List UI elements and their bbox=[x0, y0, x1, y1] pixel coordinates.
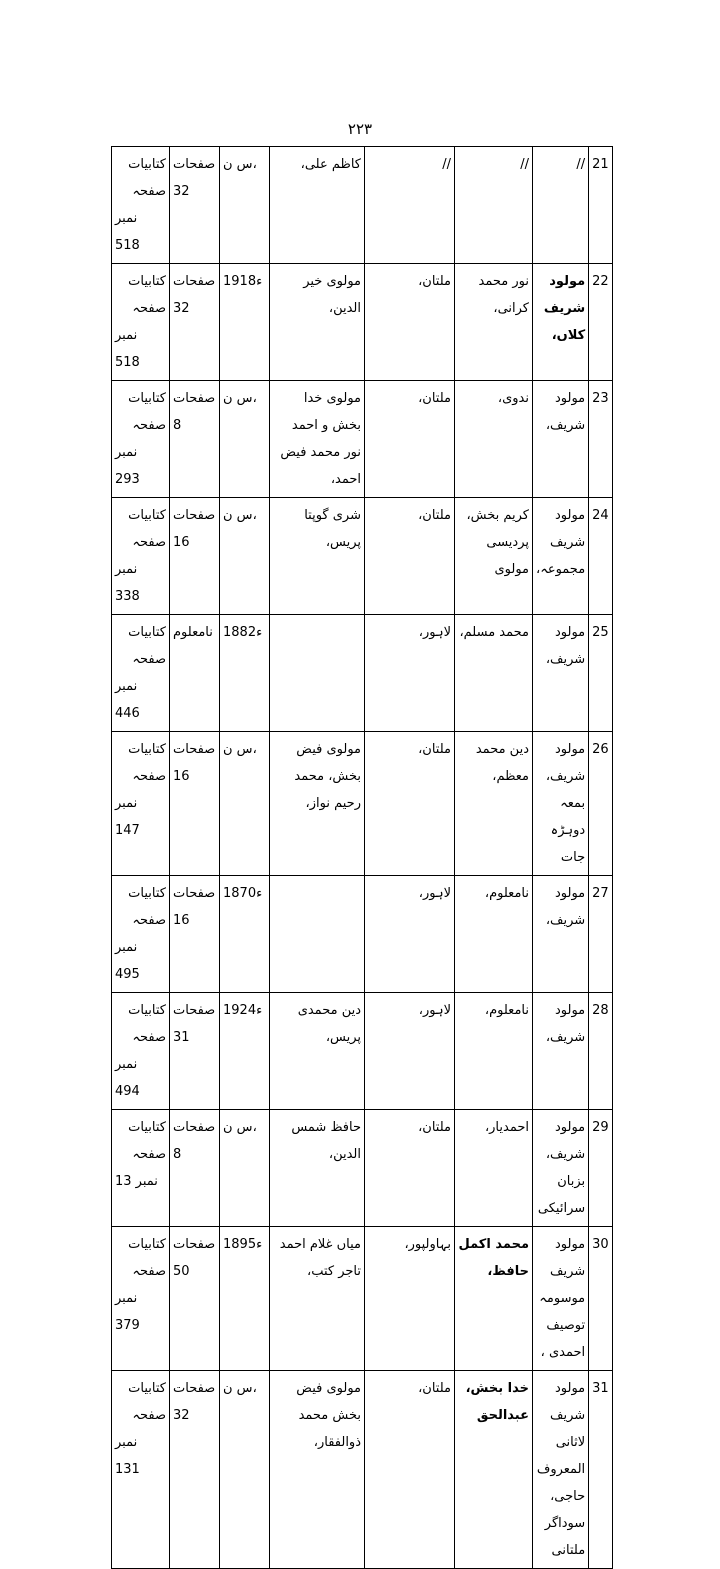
year-cell: 1918ء bbox=[220, 264, 270, 381]
pages-cell: صفحات 8 bbox=[170, 381, 220, 498]
reference-number: نمبر 379 bbox=[115, 1291, 140, 1333]
table-row bbox=[112, 381, 613, 498]
title-cell: مولود شریف لاثانی المعروف حاجی، سوداگر ملتانی bbox=[533, 1371, 589, 1569]
year-cell: س ن، bbox=[220, 498, 270, 615]
row-number-cell: 29 bbox=[589, 1110, 613, 1227]
pages-cell: صفحات 16 bbox=[170, 876, 220, 993]
pages-cell: صفحات 31 bbox=[170, 993, 220, 1110]
reference-cell bbox=[112, 264, 170, 381]
reference-number: نمبر 147 bbox=[115, 796, 140, 838]
reference-cell bbox=[112, 1227, 170, 1371]
table-row bbox=[112, 1110, 613, 1227]
printer-cell: حافظ شمس الدین، bbox=[270, 1110, 365, 1227]
reference-label: کتابیات صفحہ bbox=[128, 508, 166, 550]
row-number-cell: 23 bbox=[589, 381, 613, 498]
author-cell: // bbox=[455, 147, 533, 264]
year-cell: 1895ء bbox=[220, 1227, 270, 1371]
year-cell: س ن، bbox=[220, 1110, 270, 1227]
place-cell: ملتان، bbox=[365, 732, 455, 876]
place-cell: ملتان، bbox=[365, 1371, 455, 1569]
row-number-cell: 31 bbox=[589, 1371, 613, 1569]
place-cell: لاہور، bbox=[365, 993, 455, 1110]
place-cell: // bbox=[365, 147, 455, 264]
reference-cell bbox=[112, 381, 170, 498]
row-number-cell: 26 bbox=[589, 732, 613, 876]
year-cell: س ن، bbox=[220, 381, 270, 498]
reference-cell bbox=[112, 993, 170, 1110]
reference-number: نمبر 518 bbox=[115, 211, 140, 253]
reference-number: نمبر 293 bbox=[115, 445, 140, 487]
author-cell: خدا بخش، عبدالحق bbox=[455, 1371, 533, 1569]
year-cell: 1924ء bbox=[220, 993, 270, 1110]
reference-label: کتابیات صفحہ bbox=[128, 1381, 166, 1423]
reference-number: نمبر 518 bbox=[115, 328, 140, 370]
place-cell: ملتان، bbox=[365, 264, 455, 381]
pages-cell: صفحات 8 bbox=[170, 1110, 220, 1227]
table-row bbox=[112, 993, 613, 1110]
title-cell: مولود شریف، بزبان سرائیکی bbox=[533, 1110, 589, 1227]
table-row bbox=[112, 1227, 613, 1371]
row-number-cell: 24 bbox=[589, 498, 613, 615]
title-cell: مولود شریف، bbox=[533, 876, 589, 993]
pages-cell: صفحات 16 bbox=[170, 732, 220, 876]
title-cell: مولود شریف، بمعہ دوہڑہ جات bbox=[533, 732, 589, 876]
row-number-cell: 21 bbox=[589, 147, 613, 264]
place-cell: ملتان، bbox=[365, 381, 455, 498]
place-cell: لاہور، bbox=[365, 876, 455, 993]
row-number-cell: 25 bbox=[589, 615, 613, 732]
title-cell: مولود شریف مجموعہ، bbox=[533, 498, 589, 615]
printer-cell: کاظم علی، bbox=[270, 147, 365, 264]
row-number-cell: 27 bbox=[589, 876, 613, 993]
title-cell: مولود شریف، bbox=[533, 615, 589, 732]
year-cell: 1882ء bbox=[220, 615, 270, 732]
reference-number: نمبر 131 bbox=[115, 1435, 140, 1477]
title-cell: مولود شریف، bbox=[533, 381, 589, 498]
pages-cell: نامعلوم bbox=[170, 615, 220, 732]
row-number-cell: 22 bbox=[589, 264, 613, 381]
author-cell: کریم بخش، پردیسی مولوی bbox=[455, 498, 533, 615]
year-cell: 1870ء bbox=[220, 876, 270, 993]
reference-number: نمبر 494 bbox=[115, 1057, 140, 1099]
pages-cell: صفحات 50 bbox=[170, 1227, 220, 1371]
table-row bbox=[112, 264, 613, 381]
author-cell: نامعلوم، bbox=[455, 876, 533, 993]
printer-cell bbox=[270, 876, 365, 993]
pages-cell: صفحات 32 bbox=[170, 147, 220, 264]
place-cell: ملتان، bbox=[365, 1110, 455, 1227]
reference-cell bbox=[112, 1371, 170, 1569]
author-cell: دین محمد معظم، bbox=[455, 732, 533, 876]
reference-label: کتابیات صفحہ bbox=[128, 1237, 166, 1279]
printer-cell: میاں غلام احمد تاجر کتب، bbox=[270, 1227, 365, 1371]
reference-label: کتابیات صفحہ bbox=[128, 157, 166, 199]
table-row bbox=[112, 615, 613, 732]
reference-cell bbox=[112, 1110, 170, 1227]
row-number-cell: 30 bbox=[589, 1227, 613, 1371]
catalog-table bbox=[111, 146, 613, 1569]
title-cell: مولود شریف، bbox=[533, 993, 589, 1110]
printer-cell: مولوی خیر الدین، bbox=[270, 264, 365, 381]
printer-cell: شری گوپتا پریس، bbox=[270, 498, 365, 615]
reference-label: کتابیات صفحہ bbox=[128, 391, 166, 433]
author-cell: محمد مسلم، bbox=[455, 615, 533, 732]
year-cell: س ن، bbox=[220, 732, 270, 876]
table-row bbox=[112, 147, 613, 264]
place-cell: بہاولپور، bbox=[365, 1227, 455, 1371]
place-cell: لاہور، bbox=[365, 615, 455, 732]
author-cell: نور محمد کرانی، bbox=[455, 264, 533, 381]
reference-label: کتابیات صفحہ bbox=[128, 886, 166, 928]
printer-cell: مولوی خدا بخش و احمد نور محمد فیض احمد، bbox=[270, 381, 365, 498]
title-cell: مولود شریف موسومہ توصیف احمدی ، bbox=[533, 1227, 589, 1371]
author-cell: نامعلوم، bbox=[455, 993, 533, 1110]
year-cell: س ن، bbox=[220, 1371, 270, 1569]
reference-cell bbox=[112, 876, 170, 993]
printer-cell bbox=[270, 615, 365, 732]
year-cell: س ن، bbox=[220, 147, 270, 264]
reference-label: کتابیات صفحہ bbox=[128, 625, 166, 667]
pages-cell: صفحات 32 bbox=[170, 264, 220, 381]
title-cell: مولود شریف کلاں، bbox=[533, 264, 589, 381]
printer-cell: دین محمدی پریس، bbox=[270, 993, 365, 1110]
author-cell: احمدیار، bbox=[455, 1110, 533, 1227]
author-cell: محمد اکمل حافظ، bbox=[455, 1227, 533, 1371]
reference-label: کتابیات صفحہ bbox=[128, 1120, 166, 1162]
reference-label: کتابیات صفحہ bbox=[128, 1003, 166, 1045]
reference-cell bbox=[112, 615, 170, 732]
table-row bbox=[112, 1371, 613, 1569]
printer-cell: مولوی فیض بخش، محمد رحیم نواز، bbox=[270, 732, 365, 876]
reference-label: کتابیات صفحہ bbox=[128, 742, 166, 784]
place-cell: ملتان، bbox=[365, 498, 455, 615]
table-row bbox=[112, 876, 613, 993]
title-cell: // bbox=[533, 147, 589, 264]
author-cell: ندوی، bbox=[455, 381, 533, 498]
reference-cell bbox=[112, 498, 170, 615]
pages-cell: صفحات 32 bbox=[170, 1371, 220, 1569]
reference-label: کتابیات صفحہ bbox=[128, 274, 166, 316]
row-number-cell: 28 bbox=[589, 993, 613, 1110]
reference-number: نمبر 338 bbox=[115, 562, 140, 604]
reference-cell bbox=[112, 147, 170, 264]
reference-number: نمبر 13 bbox=[115, 1174, 158, 1189]
reference-cell bbox=[112, 732, 170, 876]
page-number: ۲۲۳ bbox=[347, 120, 373, 138]
table-row bbox=[112, 498, 613, 615]
reference-number: نمبر 495 bbox=[115, 940, 140, 982]
table-row bbox=[112, 732, 613, 876]
printer-cell: مولوی فیض بخش محمد ذوالفقار، bbox=[270, 1371, 365, 1569]
reference-number: نمبر 446 bbox=[115, 679, 140, 721]
pages-cell: صفحات 16 bbox=[170, 498, 220, 615]
